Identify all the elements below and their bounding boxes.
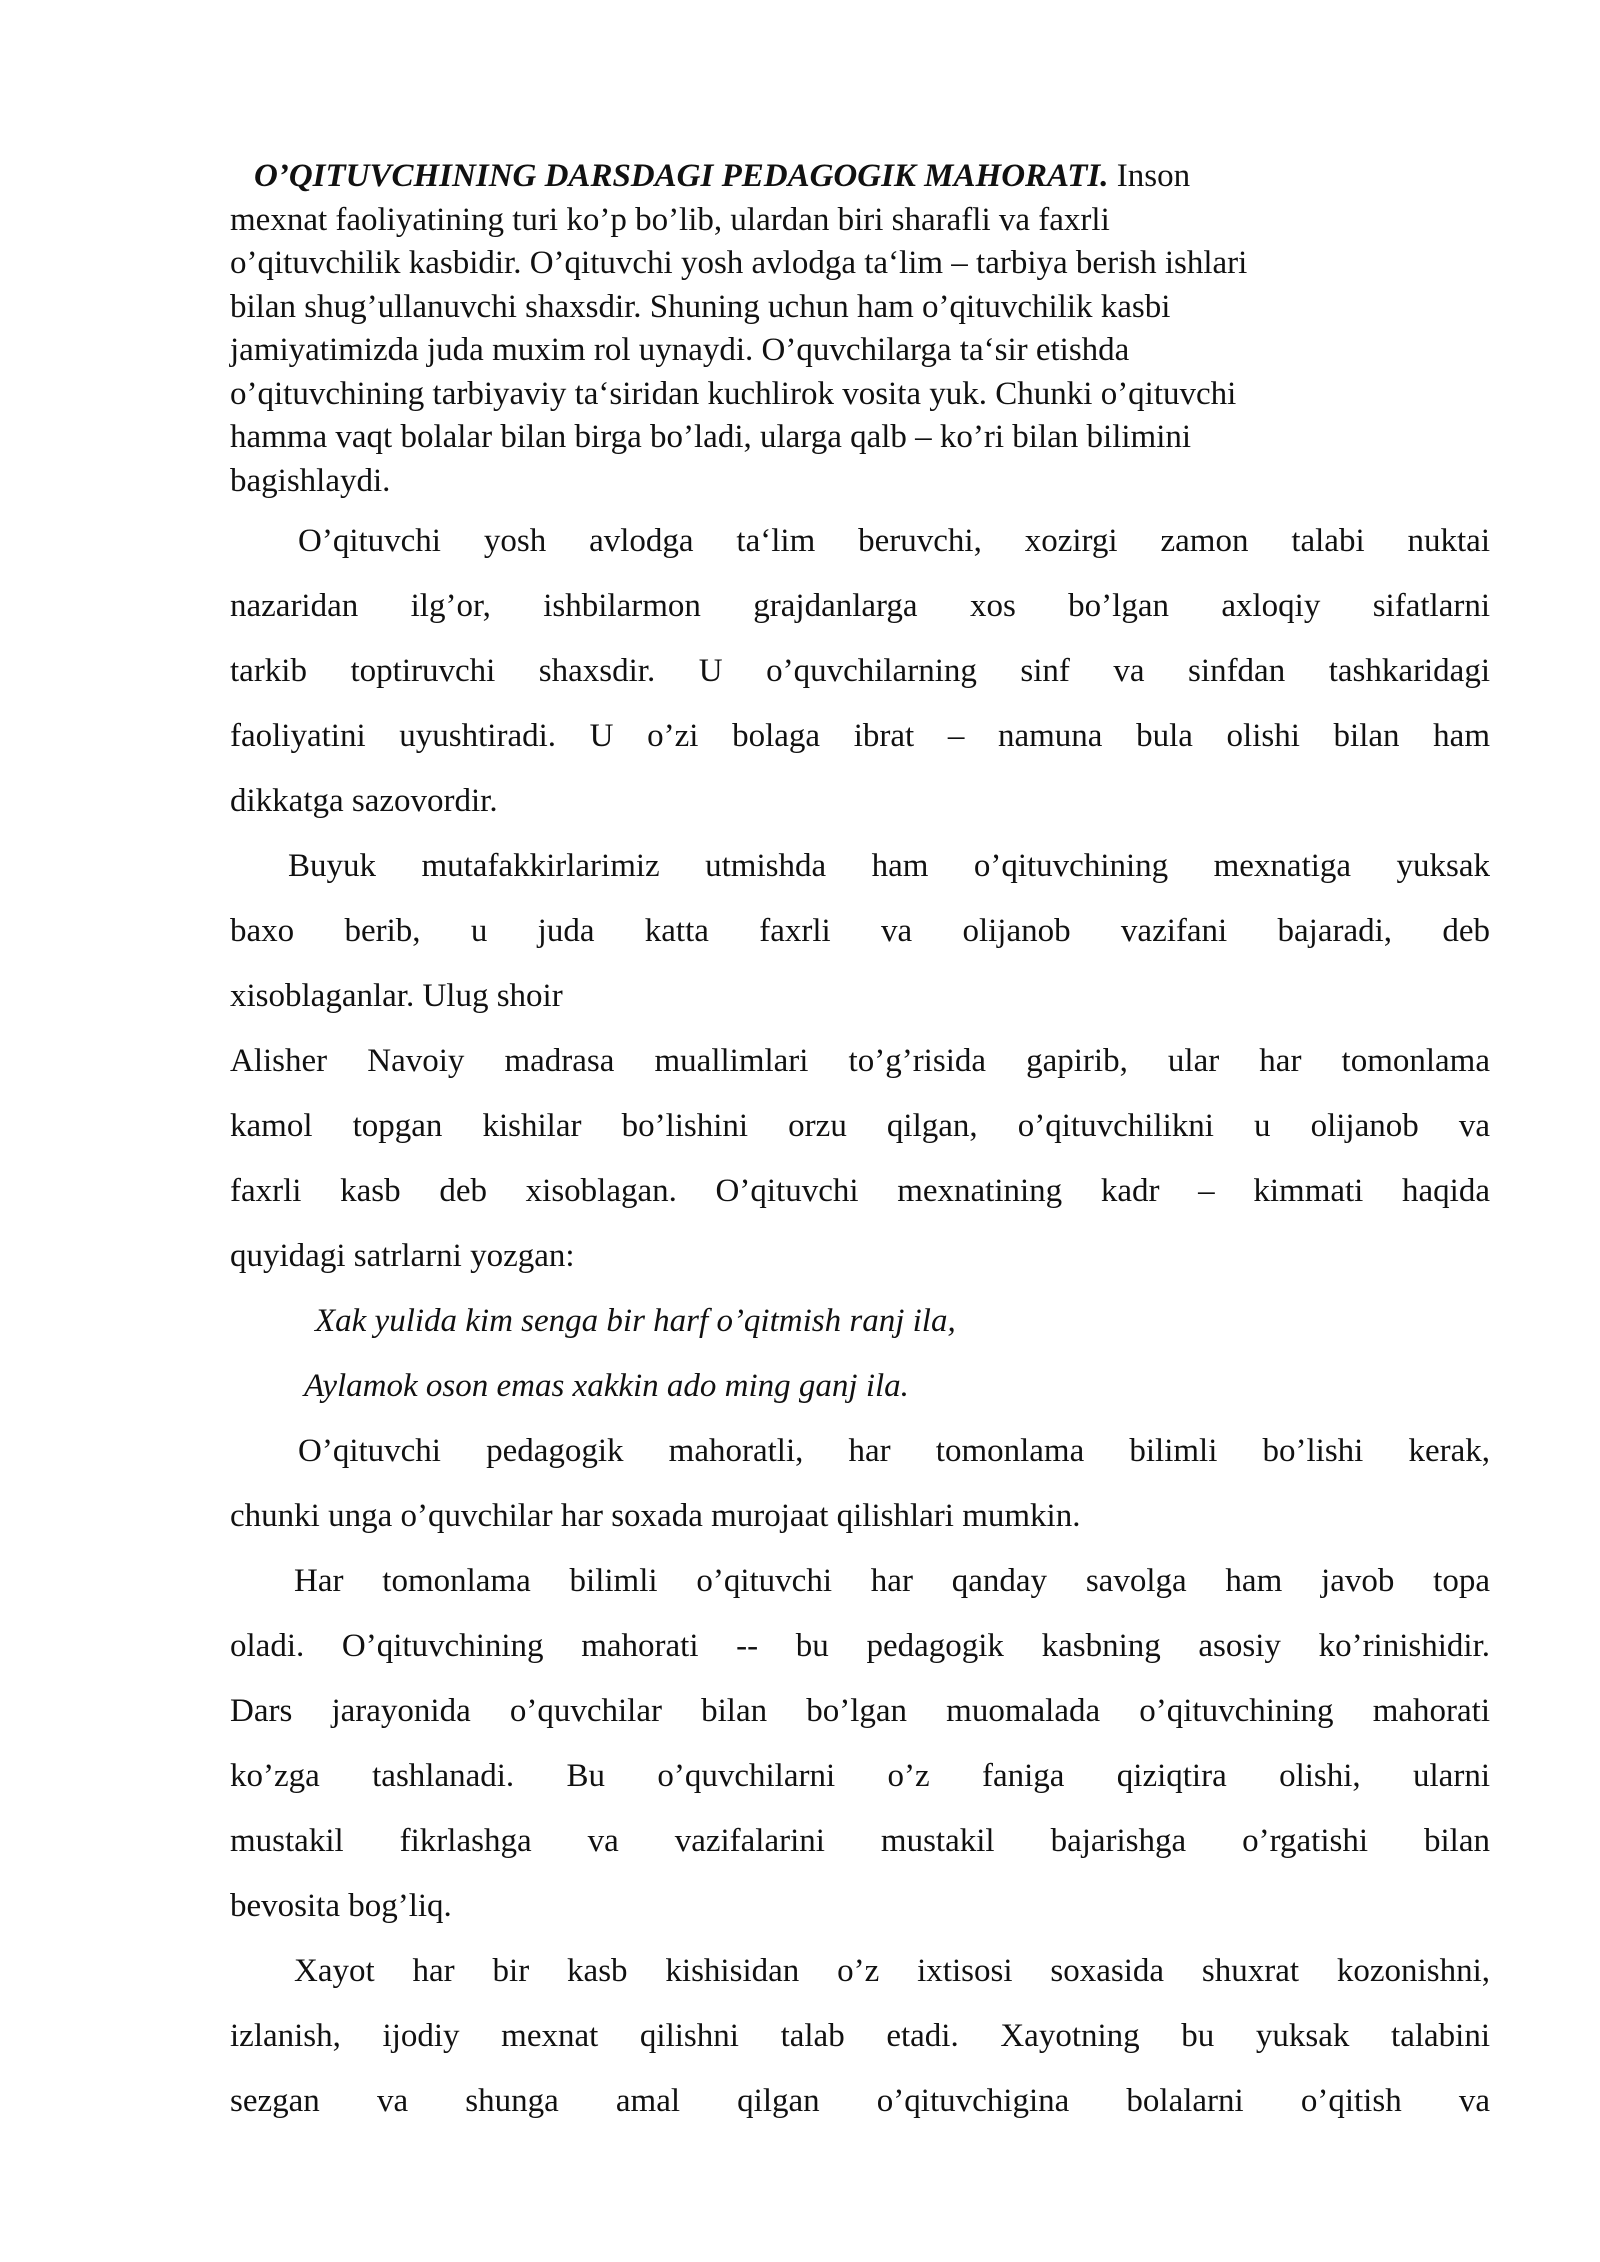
verse-line: Aylamok oson emas xakkin ado ming ganj ila. [304, 1368, 909, 1404]
text-line: xisoblaganlar. Ulug shoir [230, 978, 563, 1014]
text-line: Xayot har bir kasb kishisidan o’z ixtisosi soxasida shuxrat kozonishni, [294, 1953, 1490, 1989]
paragraph-5 [230, 1549, 1490, 1939]
intro-line: O’QITUVCHINING DARSDAGI PEDAGOGIK MAHORATI. Inson [254, 158, 1191, 194]
text-line: mustakil fikrlashga va vazifalarini mustakil bajarishga o’rgatishi bilan [230, 1823, 1490, 1859]
intro-line: o’qituvchining tarbiyaviy ta‘siridan kuchlirok vosita yuk. Chunki o’qituvchi [230, 375, 1237, 412]
text-line: baxo berib, u juda katta faxrli va olijanob vazifani bajaradi, deb [230, 913, 1490, 949]
intro-line: o’qituvchilik kasbidir. O’qituvchi yosh avlodga ta‘lim – tarbiya berish ishlari [230, 245, 1248, 281]
paragraph-1 [230, 509, 1490, 834]
text-line: tarkib toptiruvchi shaxsdir. U o’quvchilarning sinf va sinfdan tashkaridagi [230, 653, 1490, 689]
text-line: faxrli kasb deb xisoblagan. O’qituvchi mexnatining kadr – kimmati haqida [230, 1173, 1490, 1209]
intro-line: mexnat faoliyatining turi ko’p bo’lib, ulardan biri sharafli va faxrli [230, 201, 1110, 238]
text-line: Buyuk mutafakkirlarimiz utmishda ham o’qituvchining mexnatiga yuksak [288, 848, 1490, 884]
intro-line: jamiyatimizda juda muxim rol uynaydi. O’quvchilarga ta‘sir etishda [230, 332, 1130, 368]
verse-line: Xak yulida kim senga bir harf o’qitmish ranj ila, [315, 1303, 956, 1339]
text-line: faoliyatini uyushtiradi. U o’zi bolaga ibrat – namuna bula olishi bilan ham [230, 718, 1490, 754]
text-line: izlanish, ijodiy mexnat qilishni talab etadi. Xayotning bu yuksak talabini [230, 2018, 1490, 2054]
paragraph-6 [230, 1939, 1490, 2134]
intro-line: bilan shug’ullanuvchi shaxsdir. Shuning uchun ham o’qituvchilik kasbi [230, 288, 1171, 325]
intro-line: hamma vaqt bolalar bilan birga bo’ladi, ularga qalb – ko’ri bilan bilimini [230, 419, 1192, 455]
intro-paragraph [230, 155, 1490, 503]
text-line: sezgan va shunga amal qilgan o’qituvchigina bolalarni o’qitish va [230, 2083, 1490, 2119]
text-line: Har tomonlama bilimli o’qituvchi har qanday savolga ham javob topa [294, 1563, 1490, 1599]
text-line: dikkatga sazovordir. [230, 783, 498, 819]
paragraph-2 [230, 834, 1490, 1029]
text-line: oladi. O’qituvchining mahorati -- bu pedagogik kasbning asosiy ko’rinishidir. [230, 1628, 1490, 1664]
document-title: O’QITUVCHINING DARSDAGI PEDAGOGIK MAHORATI. [254, 158, 1109, 194]
text-line: ko’zga tashlanadi. Bu o’quvchilarni o’z faniga qiziqtira olishi, ularni [230, 1758, 1490, 1794]
text-line: quyidagi satrlarni yozgan: [230, 1238, 575, 1274]
paragraph-3 [230, 1029, 1490, 1289]
verse-quote [230, 1289, 1490, 1419]
body-text [230, 509, 1490, 2134]
intro-line: bagishlaydi. [230, 462, 391, 499]
text-line: chunki unga o’quvchilar har soxada murojaat qilishlari mumkin. [230, 1498, 1081, 1534]
paragraph-4 [230, 1419, 1490, 1549]
text-line: nazaridan ilg’or, ishbilarmon grajdanlarga xos bo’lgan axloqiy sifatlarni [230, 588, 1490, 624]
text-line: Dars jarayonida o’quvchilar bilan bo’lgan muomalada o’qituvchining mahorati [230, 1693, 1490, 1729]
text-line: Alisher Navoiy madrasa muallimlari to’g’risida gapirib, ular har tomonlama [230, 1043, 1490, 1079]
text-line: O’qituvchi yosh avlodga ta‘lim beruvchi, xozirgi zamon talabi nuktai [298, 523, 1490, 559]
text-line: O’qituvchi pedagogik mahoratli, har tomonlama bilimli bo’lishi kerak, [298, 1433, 1490, 1469]
text-line: kamol topgan kishilar bo’lishini orzu qilgan, o’qituvchilikni u olijanob va [230, 1108, 1490, 1144]
document-page [230, 155, 1490, 2134]
text-line: bevosita bog’liq. [230, 1888, 452, 1924]
